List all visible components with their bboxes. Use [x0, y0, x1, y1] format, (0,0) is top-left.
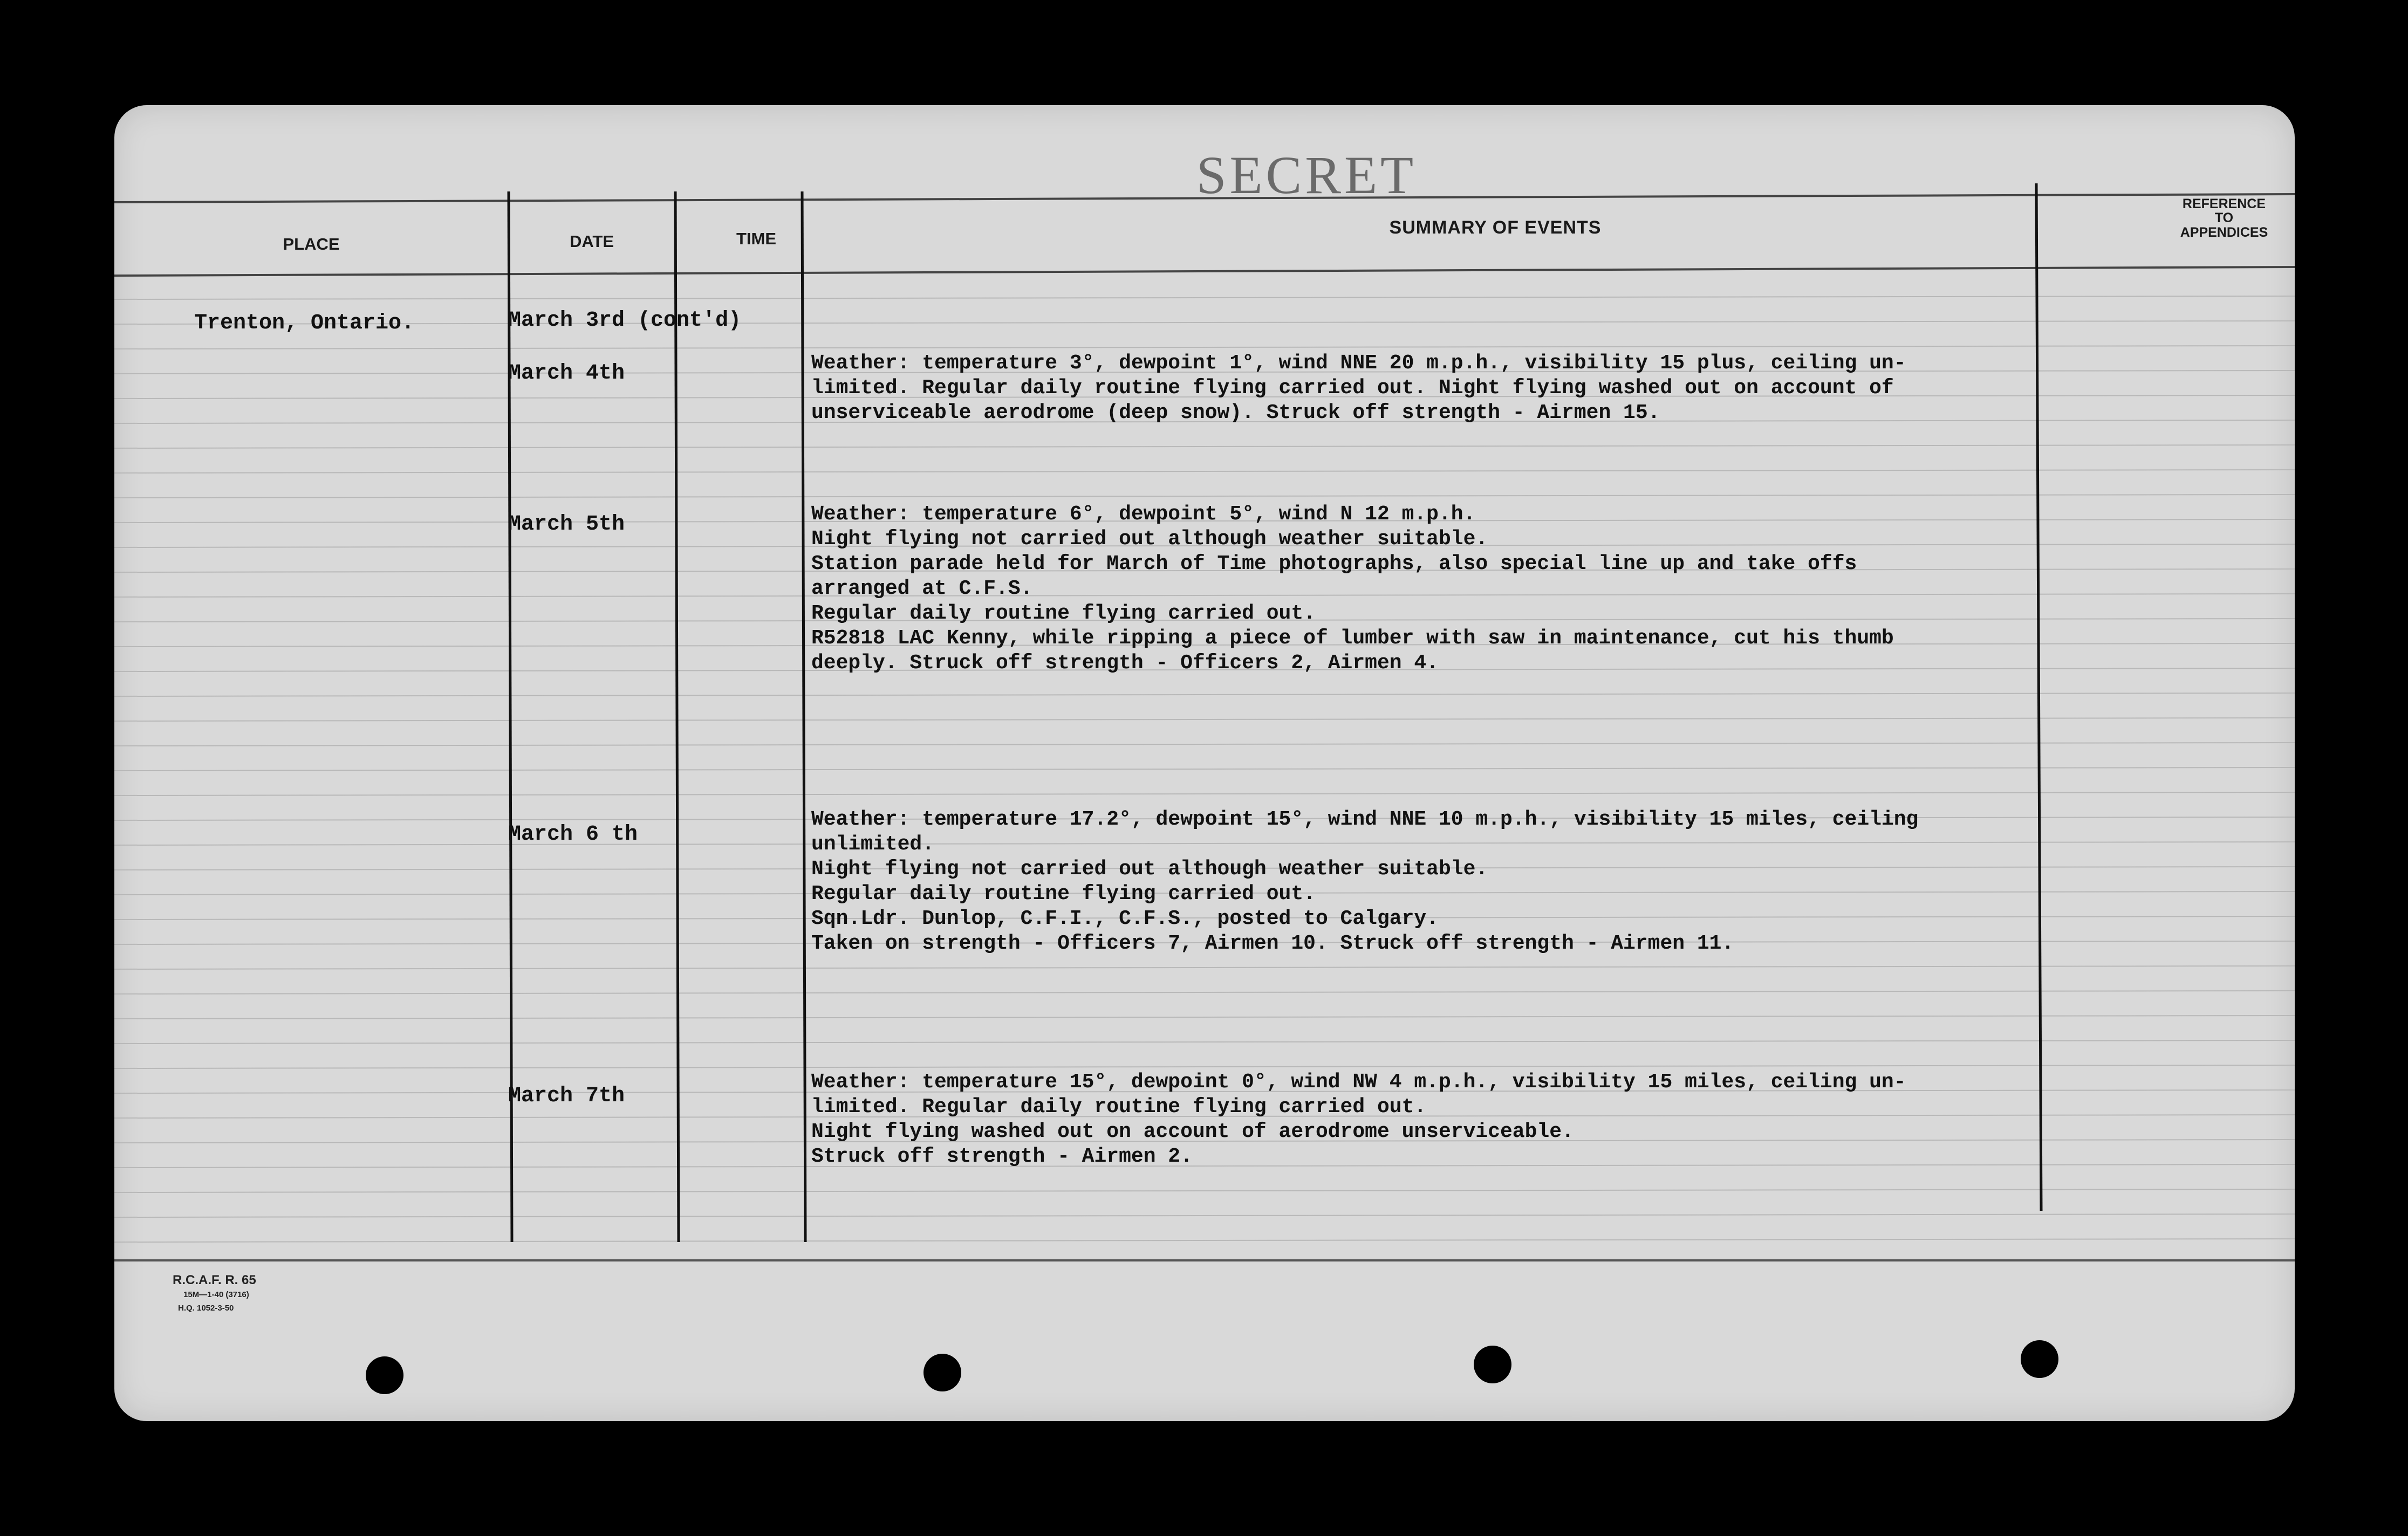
summary-line: Night flying not carried out although weather suitable. [811, 858, 1488, 881]
summary-line: Weather: temperature 3°, dewpoint 1°, wind NNE 20 m.p.h., visibility 15 plus, ceiling un- [811, 352, 1906, 375]
summary-line: unlimited. [811, 833, 935, 856]
date-entry: March 5th [508, 512, 625, 537]
header-place: PLACE [283, 235, 340, 253]
summary-line: Taken on strength - Officers 7, Airmen 10. Struck off strength - Airmen 11. [811, 932, 1734, 955]
punch-hole [366, 1356, 403, 1394]
summary-line: R52818 LAC Kenny, while ripping a piece of lumber with saw in maintenance, cut his thumb [811, 627, 1894, 650]
header-reference-line: REFERENCE [2182, 196, 2266, 211]
punch-hole [1474, 1346, 1511, 1383]
header-time: TIME [736, 229, 777, 248]
summary-line: Regular daily routine flying carried out. [811, 882, 1316, 906]
header-date: DATE [569, 232, 614, 251]
punch-hole [923, 1354, 961, 1391]
summary-line: Weather: temperature 17.2°, dewpoint 15°, wind NNE 10 m.p.h., visibility 15 miles, ceiling [811, 808, 1919, 831]
place-text: Trenton, Ontario. [194, 311, 415, 335]
summary-line: limited. Regular daily routine flying carried out. Night flying washed out on account of [811, 376, 1894, 400]
summary-line: Weather: temperature 15°, dewpoint 0°, wind NW 4 m.p.h., visibility 15 miles, ceiling un- [811, 1071, 1906, 1094]
form-card [114, 105, 2295, 1421]
punch-hole [2021, 1340, 2058, 1378]
date-entry: March 7th [508, 1084, 625, 1108]
header-reference-to-appendices [2153, 197, 2295, 239]
summary-line: Regular daily routine flying carried out. [811, 602, 1316, 625]
summary-line: unserviceable aerodrome (deep snow). Struck off strength - Airmen 15. [811, 401, 1660, 424]
summary-line: deeply. Struck off strength - Officers 2, Airmen 4. [811, 652, 1439, 675]
secret-stamp: SECRET [1196, 145, 1417, 205]
summary-line: Night flying washed out on account of aerodrome unserviceable. [811, 1120, 1574, 1143]
summary-line: Weather: temperature 6°, dewpoint 5°, wind N 12 m.p.h. [811, 503, 1476, 526]
summary-line: limited. Regular daily routine flying carried out. [811, 1095, 1427, 1119]
summary-line: Night flying not carried out although weather suitable. [811, 527, 1488, 551]
summary-line: Struck off strength - Airmen 2. [811, 1145, 1193, 1168]
date-entry: March 4th [508, 361, 625, 386]
header-reference-line: APPENDICES [2180, 224, 2268, 240]
ruled-lines [114, 105, 2295, 1421]
date-entry: March 3rd (cont'd) [508, 308, 742, 333]
date-entry: March 6 th [508, 822, 638, 847]
form-number: R.C.A.F. R. 65 [173, 1273, 256, 1287]
form-hq-code: H.Q. 1052-3-50 [178, 1304, 234, 1313]
summary-line: Sqn.Ldr. Dunlop, C.F.I., C.F.S., posted to Calgary. [811, 907, 1439, 930]
form-print-code: 15M—1-40 (3716) [183, 1290, 249, 1299]
header-reference-line: TO [2214, 210, 2234, 226]
summary-line: arranged at C.F.S. [811, 577, 1033, 600]
header-summary-of-events: SUMMARY OF EVENTS [1389, 217, 1602, 238]
summary-line: Station parade held for March of Time photographs, also special line up and take offs [811, 552, 1857, 575]
